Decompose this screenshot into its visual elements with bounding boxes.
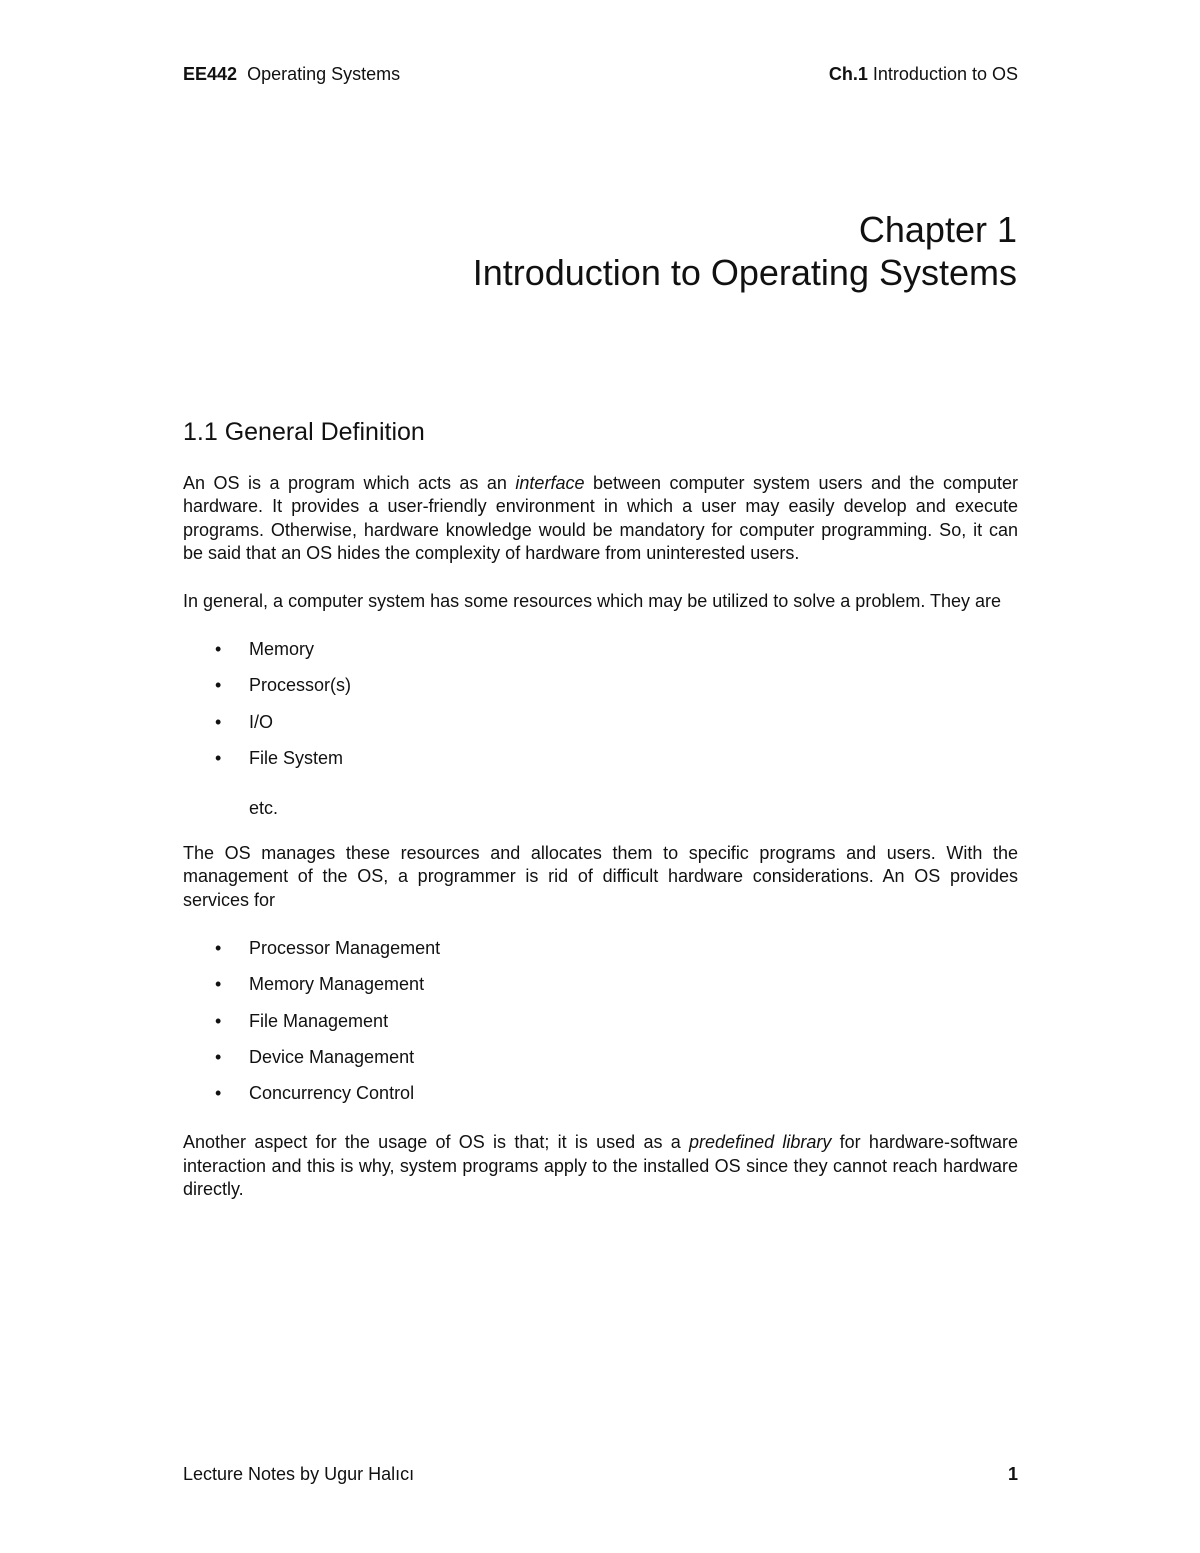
footer-author: Lecture Notes by Ugur Halıcı [183, 1464, 415, 1484]
resources-list [183, 637, 1018, 774]
header-right [829, 64, 1018, 85]
paragraph-definition [183, 472, 1018, 566]
paragraph-services: The OS manages these resources and allocates them to specific programs and users. With the management of the OS, a programmer is rid of difficult hardware considerations. An OS provides services for [183, 842, 1018, 910]
header-left [183, 64, 400, 85]
bullet-icon: • [215, 675, 222, 696]
bullet-icon: • [215, 1047, 222, 1068]
list-item-label: Device Management [249, 1047, 415, 1068]
list-item [183, 746, 1018, 774]
list-item [183, 673, 1018, 709]
p1-text-b: between computer system users and the computer hardware. It provides a user-friendly environment in which a user may easily develop and execute programs. Otherwise, hardware knowledge would be mandatory for computer programming. So, it can be said that an OS hides the complexity of hardware from uninterested users. [183, 473, 1018, 564]
paragraph-resources: In general, a computer system has some resources which may be utilized to solve a problem. They are [183, 590, 1002, 611]
list-item-label: File Management [249, 1010, 389, 1031]
chapter-short-title: Introduction to OS [872, 64, 1018, 84]
list-item-label: I/O [249, 711, 274, 732]
p1-text-a: An OS is a program which acts as an [183, 473, 516, 493]
chapter-code: Ch.1 [828, 64, 868, 84]
bullet-icon: • [215, 1083, 222, 1104]
page-number: 1 [1007, 1464, 1018, 1484]
bullet-icon: • [215, 1010, 222, 1031]
list-item-label: File System [249, 747, 344, 768]
page-footer [183, 1464, 1018, 1485]
body-text [183, 472, 1018, 1226]
list-item [183, 710, 1018, 746]
list-item-label: Concurrency Control [249, 1083, 415, 1104]
bullet-icon: • [215, 711, 222, 732]
bullet-icon: • [215, 974, 222, 995]
services-list [183, 936, 1018, 1109]
list-item [183, 1045, 1018, 1081]
list-item-label: Memory Management [249, 974, 425, 995]
page-header [183, 64, 1018, 85]
list-item-label: Processor(s) [249, 675, 352, 696]
bullet-icon: • [215, 938, 222, 959]
p4-text-b: for hardware-software interaction and this is why, system programs apply to the installed OS since they cannot reach hardware directly. [183, 1132, 1018, 1200]
bullet-icon: • [215, 639, 222, 660]
course-code: EE442 [183, 64, 238, 84]
bullet-icon: • [215, 747, 222, 768]
p1-emphasis: interface [515, 473, 585, 493]
chapter-number: Chapter 1 [858, 209, 1017, 250]
list-item [183, 972, 1018, 1008]
list-item [183, 936, 1018, 972]
course-name: Operating Systems [247, 64, 401, 84]
p4-emphasis: predefined library [689, 1132, 832, 1153]
section-heading: 1.1 General Definition [183, 418, 425, 446]
p4-text-a: Another aspect for the usage of OS is that; it is used as a [183, 1132, 690, 1153]
chapter-name: Introduction to Operating Systems [472, 252, 1017, 293]
list-item [183, 1009, 1018, 1045]
chapter-title [473, 208, 1017, 294]
list-item-label: Memory [249, 639, 315, 660]
paragraph-library [183, 1131, 1018, 1201]
list-item [183, 637, 1018, 673]
etc-text: etc. [249, 797, 279, 818]
list-item [183, 1081, 1018, 1109]
list-item-label: Processor Management [249, 938, 441, 959]
